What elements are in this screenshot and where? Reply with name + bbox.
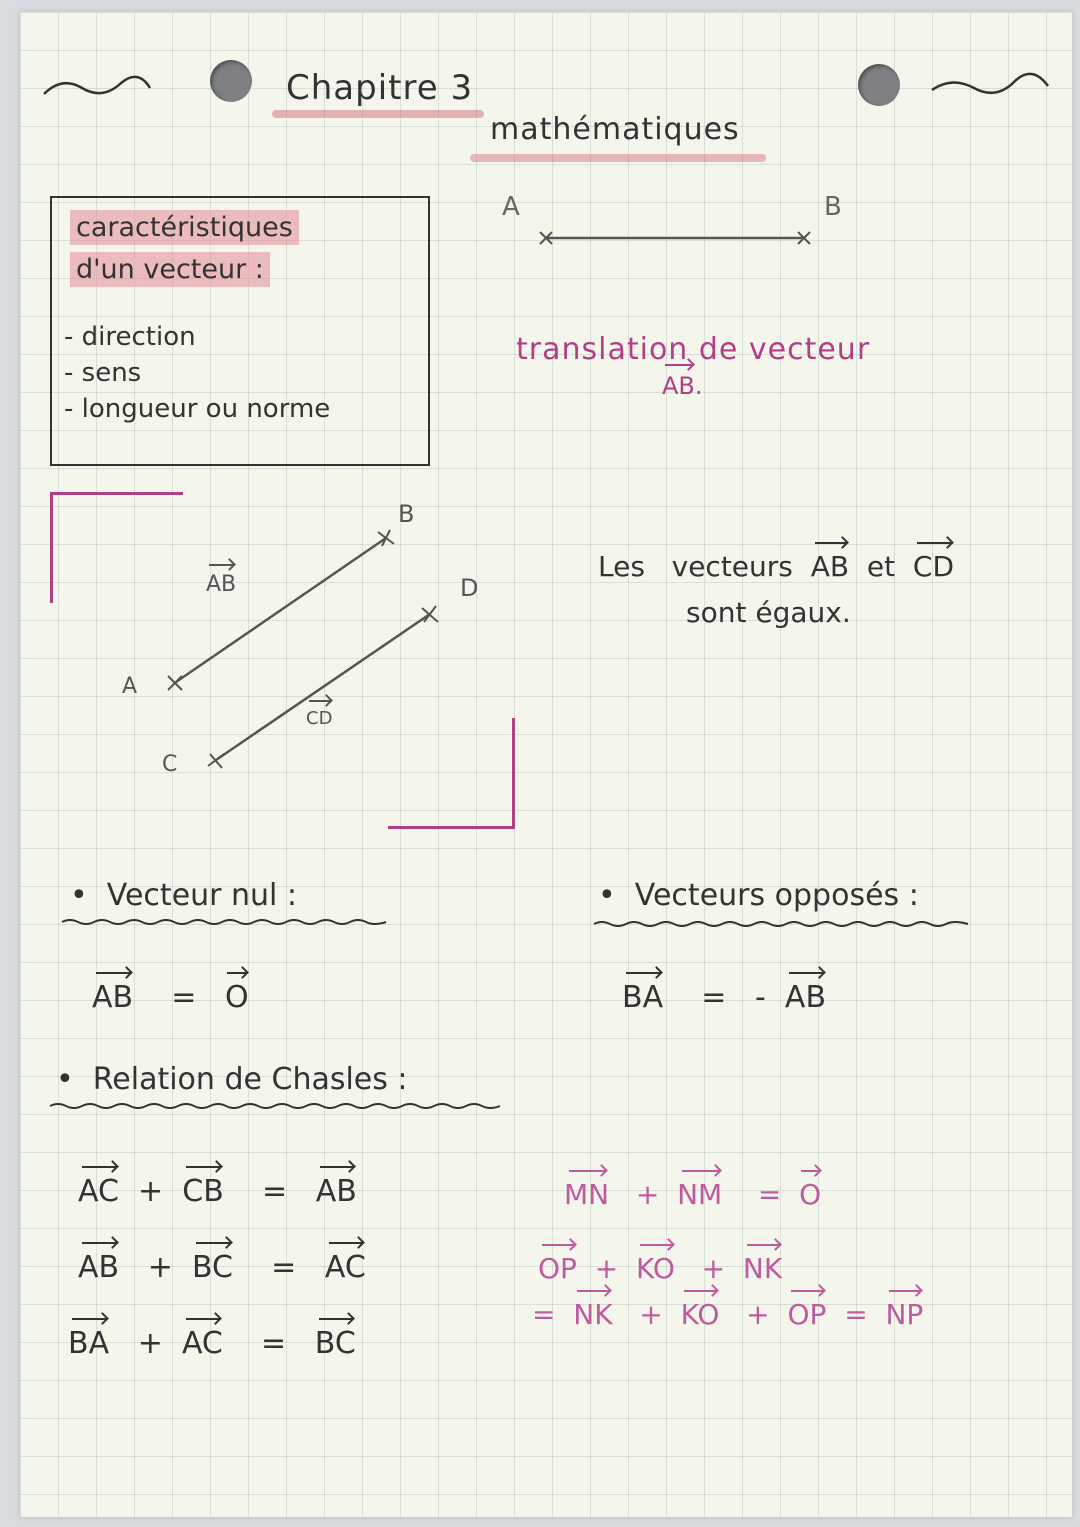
example-row-1: MN + NM = O (564, 1166, 821, 1211)
characteristics-box (50, 196, 430, 466)
chasles-row: AC + CB = AB (78, 1162, 357, 1209)
equal-vectors-line1: Les vecteurs AB et CD (598, 538, 954, 583)
opposite-vectors-underline-icon (592, 918, 972, 930)
characteristic-item: - sens (64, 358, 142, 388)
characteristics-title-line1: caractéristiques (70, 212, 299, 243)
vector-arrow-icon: AB (662, 360, 695, 400)
null-vector-equation: AB = O (92, 968, 249, 1015)
example-row-3: = NK + KO + OP = NP (532, 1286, 923, 1331)
diagram-label-d: D (460, 574, 479, 602)
chasles-underline-icon (48, 1100, 504, 1112)
translation-caption: translation de vecteur (516, 332, 871, 367)
subject-underline (470, 154, 766, 162)
translation-segment (536, 226, 816, 250)
point-a-label: A (502, 192, 520, 222)
top-left-squiggle-icon (42, 74, 152, 104)
chasles-heading: • Relation de Chasles : (56, 1062, 408, 1097)
characteristics-title-line2: d'un vecteur : (70, 254, 270, 285)
null-vector-underline-icon (60, 916, 390, 928)
null-vector-heading: • Vecteur nul : (70, 878, 298, 913)
characteristic-item: - longueur ou norme (64, 394, 331, 424)
chapter-underline (272, 110, 484, 118)
diagram-vector-cd: CD (306, 696, 332, 729)
diagram-vector-ab: AB (206, 560, 236, 597)
chasles-row: AB + BC = AC (78, 1238, 366, 1285)
parallel-vectors-diagram (150, 512, 470, 782)
subject-title: mathématiques (490, 112, 740, 147)
chasles-row: BA + AC = BC (68, 1314, 356, 1361)
translation-vector: AB. (662, 360, 703, 400)
diagram-label-c: C (162, 752, 178, 777)
opposite-vectors-equation: BA = - AB (622, 968, 826, 1015)
characteristic-item: - direction (64, 322, 196, 352)
diagram-label-b: B (398, 500, 415, 528)
notebook-page (20, 12, 1072, 1517)
chapter-title: Chapitre 3 (286, 68, 474, 108)
opposite-vectors-heading: • Vecteurs opposés : (598, 878, 919, 913)
punch-hole-left (210, 60, 252, 102)
equal-vectors-line2: sont égaux. (686, 596, 851, 629)
punch-hole-right (858, 64, 900, 106)
top-right-squiggle-icon (930, 72, 1050, 102)
diagram-label-a: A (122, 674, 138, 699)
example-row-2: OP + KO + NK (538, 1240, 782, 1285)
point-b-label: B (824, 192, 842, 222)
